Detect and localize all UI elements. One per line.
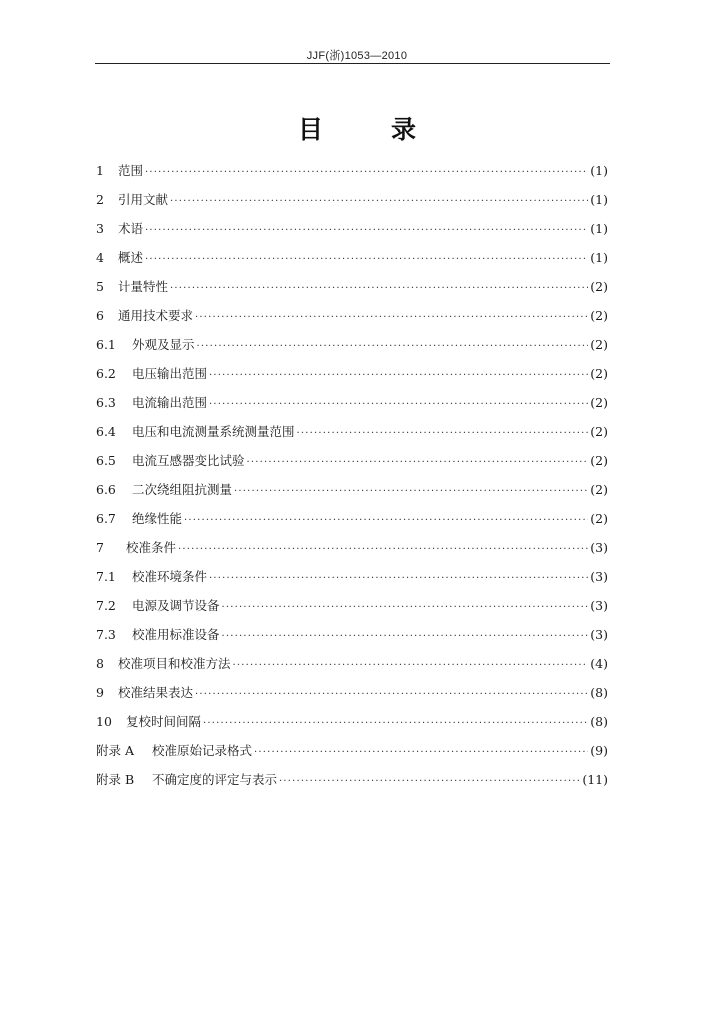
toc-page-number: (8) — [590, 714, 608, 729]
toc-page-number: (11) — [582, 772, 608, 787]
toc-leader-dots — [170, 274, 588, 303]
toc-entry-appendix-b[interactable] — [96, 765, 608, 794]
toc-entry-7-1[interactable] — [96, 562, 608, 591]
toc-entry-6-7[interactable] — [96, 504, 608, 533]
toc-leader-dots — [195, 680, 588, 709]
toc-label: 引用文献 — [118, 192, 169, 207]
toc-label: 校准条件 — [126, 540, 177, 555]
toc-page-number: (1) — [590, 163, 608, 178]
toc-number: 3 — [96, 221, 104, 236]
toc-number: 5 — [96, 279, 104, 294]
toc-entry-6-2[interactable] — [96, 359, 608, 388]
toc-entry-7[interactable] — [96, 533, 608, 562]
toc-number: 9 — [96, 685, 104, 700]
toc-entry-6-5[interactable] — [96, 446, 608, 475]
toc-leader-dots — [209, 564, 588, 593]
toc-entry-5[interactable] — [96, 272, 608, 301]
toc-number: 6.4 — [96, 424, 116, 439]
toc-entry-2[interactable] — [96, 185, 608, 214]
toc-number: 1 — [96, 163, 104, 178]
toc-leader-dots — [195, 303, 588, 332]
toc-leader-dots — [178, 535, 588, 564]
toc-page-number: (1) — [590, 250, 608, 265]
toc-entry-1[interactable] — [96, 156, 608, 185]
toc-leader-dots — [145, 158, 588, 187]
toc-entry-appendix-a[interactable] — [96, 736, 608, 765]
toc-leader-dots — [254, 738, 588, 767]
toc-leader-dots — [197, 332, 589, 361]
toc-number: 6.5 — [96, 453, 116, 468]
toc-page-number: (2) — [590, 308, 608, 323]
toc-page-number: (2) — [590, 395, 608, 410]
toc-label: 不确定度的评定与表示 — [152, 772, 278, 787]
toc-number: 附录 B — [96, 772, 135, 787]
toc-number: 6.6 — [96, 482, 116, 497]
toc-label: 复校时间间隔 — [126, 714, 202, 729]
toc-page-number: (8) — [590, 685, 608, 700]
toc-page-number: (3) — [590, 598, 608, 613]
toc-number: 6.2 — [96, 366, 116, 381]
toc-entry-6-4[interactable] — [96, 417, 608, 446]
toc-label: 范围 — [118, 163, 144, 178]
toc-label: 计量特性 — [118, 279, 169, 294]
toc-label: 概述 — [118, 250, 144, 265]
toc-leader-dots — [209, 361, 588, 390]
toc-leader-dots — [203, 709, 588, 738]
toc-number: 7.3 — [96, 627, 116, 642]
toc-leader-dots — [222, 593, 589, 622]
toc-number: 6.1 — [96, 337, 116, 352]
toc-number: 6 — [96, 308, 104, 323]
toc-label: 术语 — [118, 221, 144, 236]
toc-entry-6-6[interactable] — [96, 475, 608, 504]
toc-entry-9[interactable] — [96, 678, 608, 707]
toc-number: 6.7 — [96, 511, 116, 526]
toc-entry-10[interactable] — [96, 707, 608, 736]
toc-label: 校准原始记录格式 — [152, 743, 253, 758]
toc-page-number: (2) — [590, 366, 608, 381]
toc-number: 10 — [96, 714, 112, 729]
toc-leader-dots — [145, 245, 588, 274]
toc-number: 2 — [96, 192, 104, 207]
document-code-header: JJF(浙)1053—2010 — [306, 50, 408, 62]
toc-label: 外观及显示 — [132, 337, 195, 352]
toc-label: 电流互感器变比试验 — [132, 453, 245, 468]
toc-page-number: (4) — [590, 656, 608, 671]
toc-page-number: (3) — [590, 627, 608, 642]
toc-number: 4 — [96, 250, 104, 265]
toc-leader-dots — [209, 390, 588, 419]
toc-number: 6.3 — [96, 395, 116, 410]
toc-label: 二次绕组阻抗测量 — [132, 482, 233, 497]
toc-label: 电压输出范围 — [132, 366, 208, 381]
toc-leader-dots — [297, 419, 589, 448]
toc-entry-8[interactable] — [96, 649, 608, 678]
toc-leader-dots — [279, 767, 580, 796]
toc-entry-3[interactable] — [96, 214, 608, 243]
title-char-right: 录 — [391, 115, 417, 144]
toc-number: 附录 A — [96, 743, 135, 758]
toc-number: 7.2 — [96, 598, 116, 613]
toc-entry-7-2[interactable] — [96, 591, 608, 620]
toc-page-number: (9) — [590, 743, 608, 758]
toc-leader-dots — [233, 651, 589, 680]
toc-label: 校准项目和校准方法 — [118, 656, 231, 671]
toc-page-number: (1) — [590, 221, 608, 236]
table-of-contents — [96, 156, 608, 794]
toc-label: 校准环境条件 — [132, 569, 208, 584]
toc-leader-dots — [247, 448, 589, 477]
toc-entry-6-3[interactable] — [96, 388, 608, 417]
toc-number: 8 — [96, 656, 104, 671]
toc-page-number: (2) — [590, 511, 608, 526]
toc-page-number: (1) — [590, 192, 608, 207]
header-rule — [95, 63, 610, 64]
toc-page-number: (2) — [590, 453, 608, 468]
page-title — [0, 110, 714, 146]
toc-page-number: (2) — [590, 337, 608, 352]
toc-page-number: (3) — [590, 540, 608, 555]
toc-page-number: (3) — [590, 569, 608, 584]
toc-leader-dots — [222, 622, 589, 651]
toc-entry-6-1[interactable] — [96, 330, 608, 359]
toc-label: 通用技术要求 — [118, 308, 194, 323]
toc-leader-dots — [234, 477, 588, 506]
toc-label: 电源及调节设备 — [132, 598, 220, 613]
toc-entry-6[interactable] — [96, 301, 608, 330]
toc-entry-4[interactable] — [96, 243, 608, 272]
title-char-left: 目 — [297, 115, 323, 144]
toc-label: 绝缘性能 — [132, 511, 183, 526]
toc-number: 7.1 — [96, 569, 116, 584]
toc-page-number: (2) — [590, 424, 608, 439]
toc-label: 校准结果表达 — [118, 685, 194, 700]
toc-page-number: (2) — [590, 279, 608, 294]
toc-leader-dots — [170, 187, 588, 216]
toc-leader-dots — [145, 216, 588, 245]
toc-label: 校准用标准设备 — [132, 627, 220, 642]
toc-leader-dots — [184, 506, 588, 535]
toc-entry-7-3[interactable] — [96, 620, 608, 649]
toc-label: 电流输出范围 — [132, 395, 208, 410]
toc-page-number: (2) — [590, 482, 608, 497]
toc-number: 7 — [96, 540, 104, 555]
toc-label: 电压和电流测量系统测量范围 — [132, 424, 295, 439]
